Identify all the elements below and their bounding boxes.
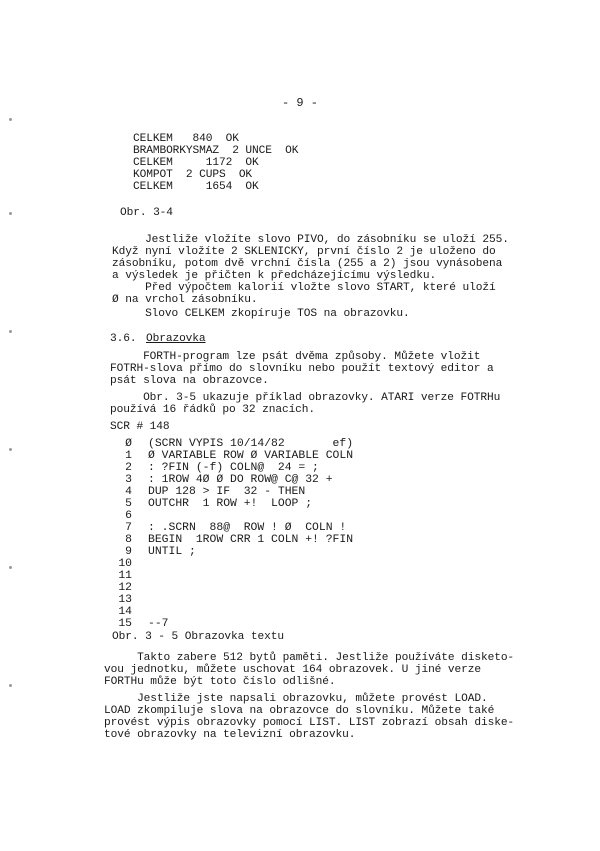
listing-line: KOMPOT 2 CUPS OK <box>133 169 253 181</box>
listing-line: CELKEM 840 OK <box>133 133 239 145</box>
margin-mark <box>9 118 12 121</box>
line-code: OUTCHR 1 ROW +! LOOP ; <box>148 498 313 510</box>
paragraph-line: FORTH-program lze psát dvěma způsoby. Můžete vložit <box>110 351 481 363</box>
line-number: 4 <box>125 486 132 498</box>
page-number: - 9 - <box>282 96 319 110</box>
figure-caption: Obr. 3-4 <box>120 207 173 219</box>
line-code: : 1ROW 4Ø Ø DO ROW@ C@ 32 + <box>148 474 333 486</box>
line-code: --7 <box>148 618 169 630</box>
listing-line: CELKEM 1172 OK <box>133 157 259 169</box>
line-number: 14 <box>118 606 132 618</box>
figure-caption: Obr. 3 - 5 Obrazovka textu <box>112 631 284 643</box>
line-number: 13 <box>118 594 132 606</box>
line-number: 9 <box>125 546 132 558</box>
paragraph-line: používá 16 řádků po 32 znacích. <box>110 404 316 416</box>
line-code: : .SCRN 88@ ROW ! Ø COLN ! <box>148 522 347 534</box>
line-code: DUP 128 > IF 32 - THEN <box>148 486 306 498</box>
margin-mark <box>9 448 12 451</box>
paragraph-line: Jestliže vložíte slovo PIVO, do zásobníku se uloží 255. <box>112 234 509 246</box>
paragraph-line: Takto zabere 512 bytů paměti. Jestliže používáte disketo- <box>104 652 515 664</box>
paragraph-line: Ø na vrchol zásobníku. <box>112 294 258 306</box>
paragraph-line: LOAD zkompiluje slova na obrazovce do slovníku. Můžete také <box>104 705 495 717</box>
listing-line: CELKEM 1654 OK <box>133 181 259 193</box>
paragraph-line: a výsledek je přičten k předcházejícímu výsledku. <box>112 270 437 282</box>
paragraph-line: Před výpočtem kalorií vložte slovo START, které uloží <box>112 282 496 294</box>
paragraph-line: tové obrazovky na televizní obrazovku. <box>104 729 356 741</box>
paragraph-line: vou jednotku, můžete uschovat 164 obrazovek. U jiné verze <box>104 664 481 676</box>
paragraph-line: Obr. 3-5 ukazuje příklad obrazovky. ATARI verze FOTRHu <box>110 392 501 404</box>
paragraph-line: provést výpis obrazovky pomocí LIST. LIST zobrazí obsah diske- <box>104 717 515 729</box>
paragraph-line: FOTRH-slova přímo do slovníku nebo použít textový editor a <box>110 363 494 375</box>
line-number: 11 <box>118 570 132 582</box>
line-code: (SCRN VYPIS 10/14/82 ef) <box>148 438 354 450</box>
line-number: Ø <box>125 438 132 450</box>
screen-header: SCR # 148 <box>110 421 170 433</box>
margin-mark <box>9 684 12 687</box>
section-title: Obrazovka <box>146 333 206 345</box>
line-number: 2 <box>125 462 132 474</box>
line-number: 5 <box>125 498 132 510</box>
paragraph-line: Když nyní vložíte 2 SKLENICKY, první číslo 2 je uloženo do <box>112 246 496 258</box>
paragraph-line: zásobníku, potom dvě vrchní čísla (255 a 2) jsou vynásobena <box>112 258 503 270</box>
line-number: 7 <box>125 522 132 534</box>
margin-mark <box>9 330 12 333</box>
line-number: 6 <box>125 510 132 522</box>
paragraph-line: Slovo CELKEM zkopíruje TOS na obrazovku. <box>112 308 410 320</box>
line-number: 12 <box>118 582 132 594</box>
line-number: 15 <box>118 618 132 630</box>
paragraph-line: psát slova na obrazovce. <box>110 375 269 387</box>
line-number: 8 <box>125 534 132 546</box>
line-code: UNTIL ; <box>148 546 196 558</box>
section-number: 3.6. <box>110 333 137 345</box>
line-number: 10 <box>118 558 132 570</box>
line-code: : ?FIN (-f) COLN@ 24 = ; <box>148 462 319 474</box>
line-code: BEGIN 1ROW CRR 1 COLN +! ?FIN <box>148 534 354 546</box>
listing-line: BRAMBORKYSMAZ 2 UNCE OK <box>133 145 299 157</box>
line-code: Ø VARIABLE ROW Ø VARIABLE COLN <box>148 450 354 462</box>
margin-mark <box>9 566 12 569</box>
line-number: 1 <box>125 450 132 462</box>
paragraph-line: Jestliže jste napsali obrazovku, můžete provést LOAD. <box>104 693 488 705</box>
margin-mark <box>9 212 12 215</box>
paragraph-line: FORTHu může být toto číslo odlišné. <box>104 676 336 688</box>
line-number: 3 <box>125 474 132 486</box>
